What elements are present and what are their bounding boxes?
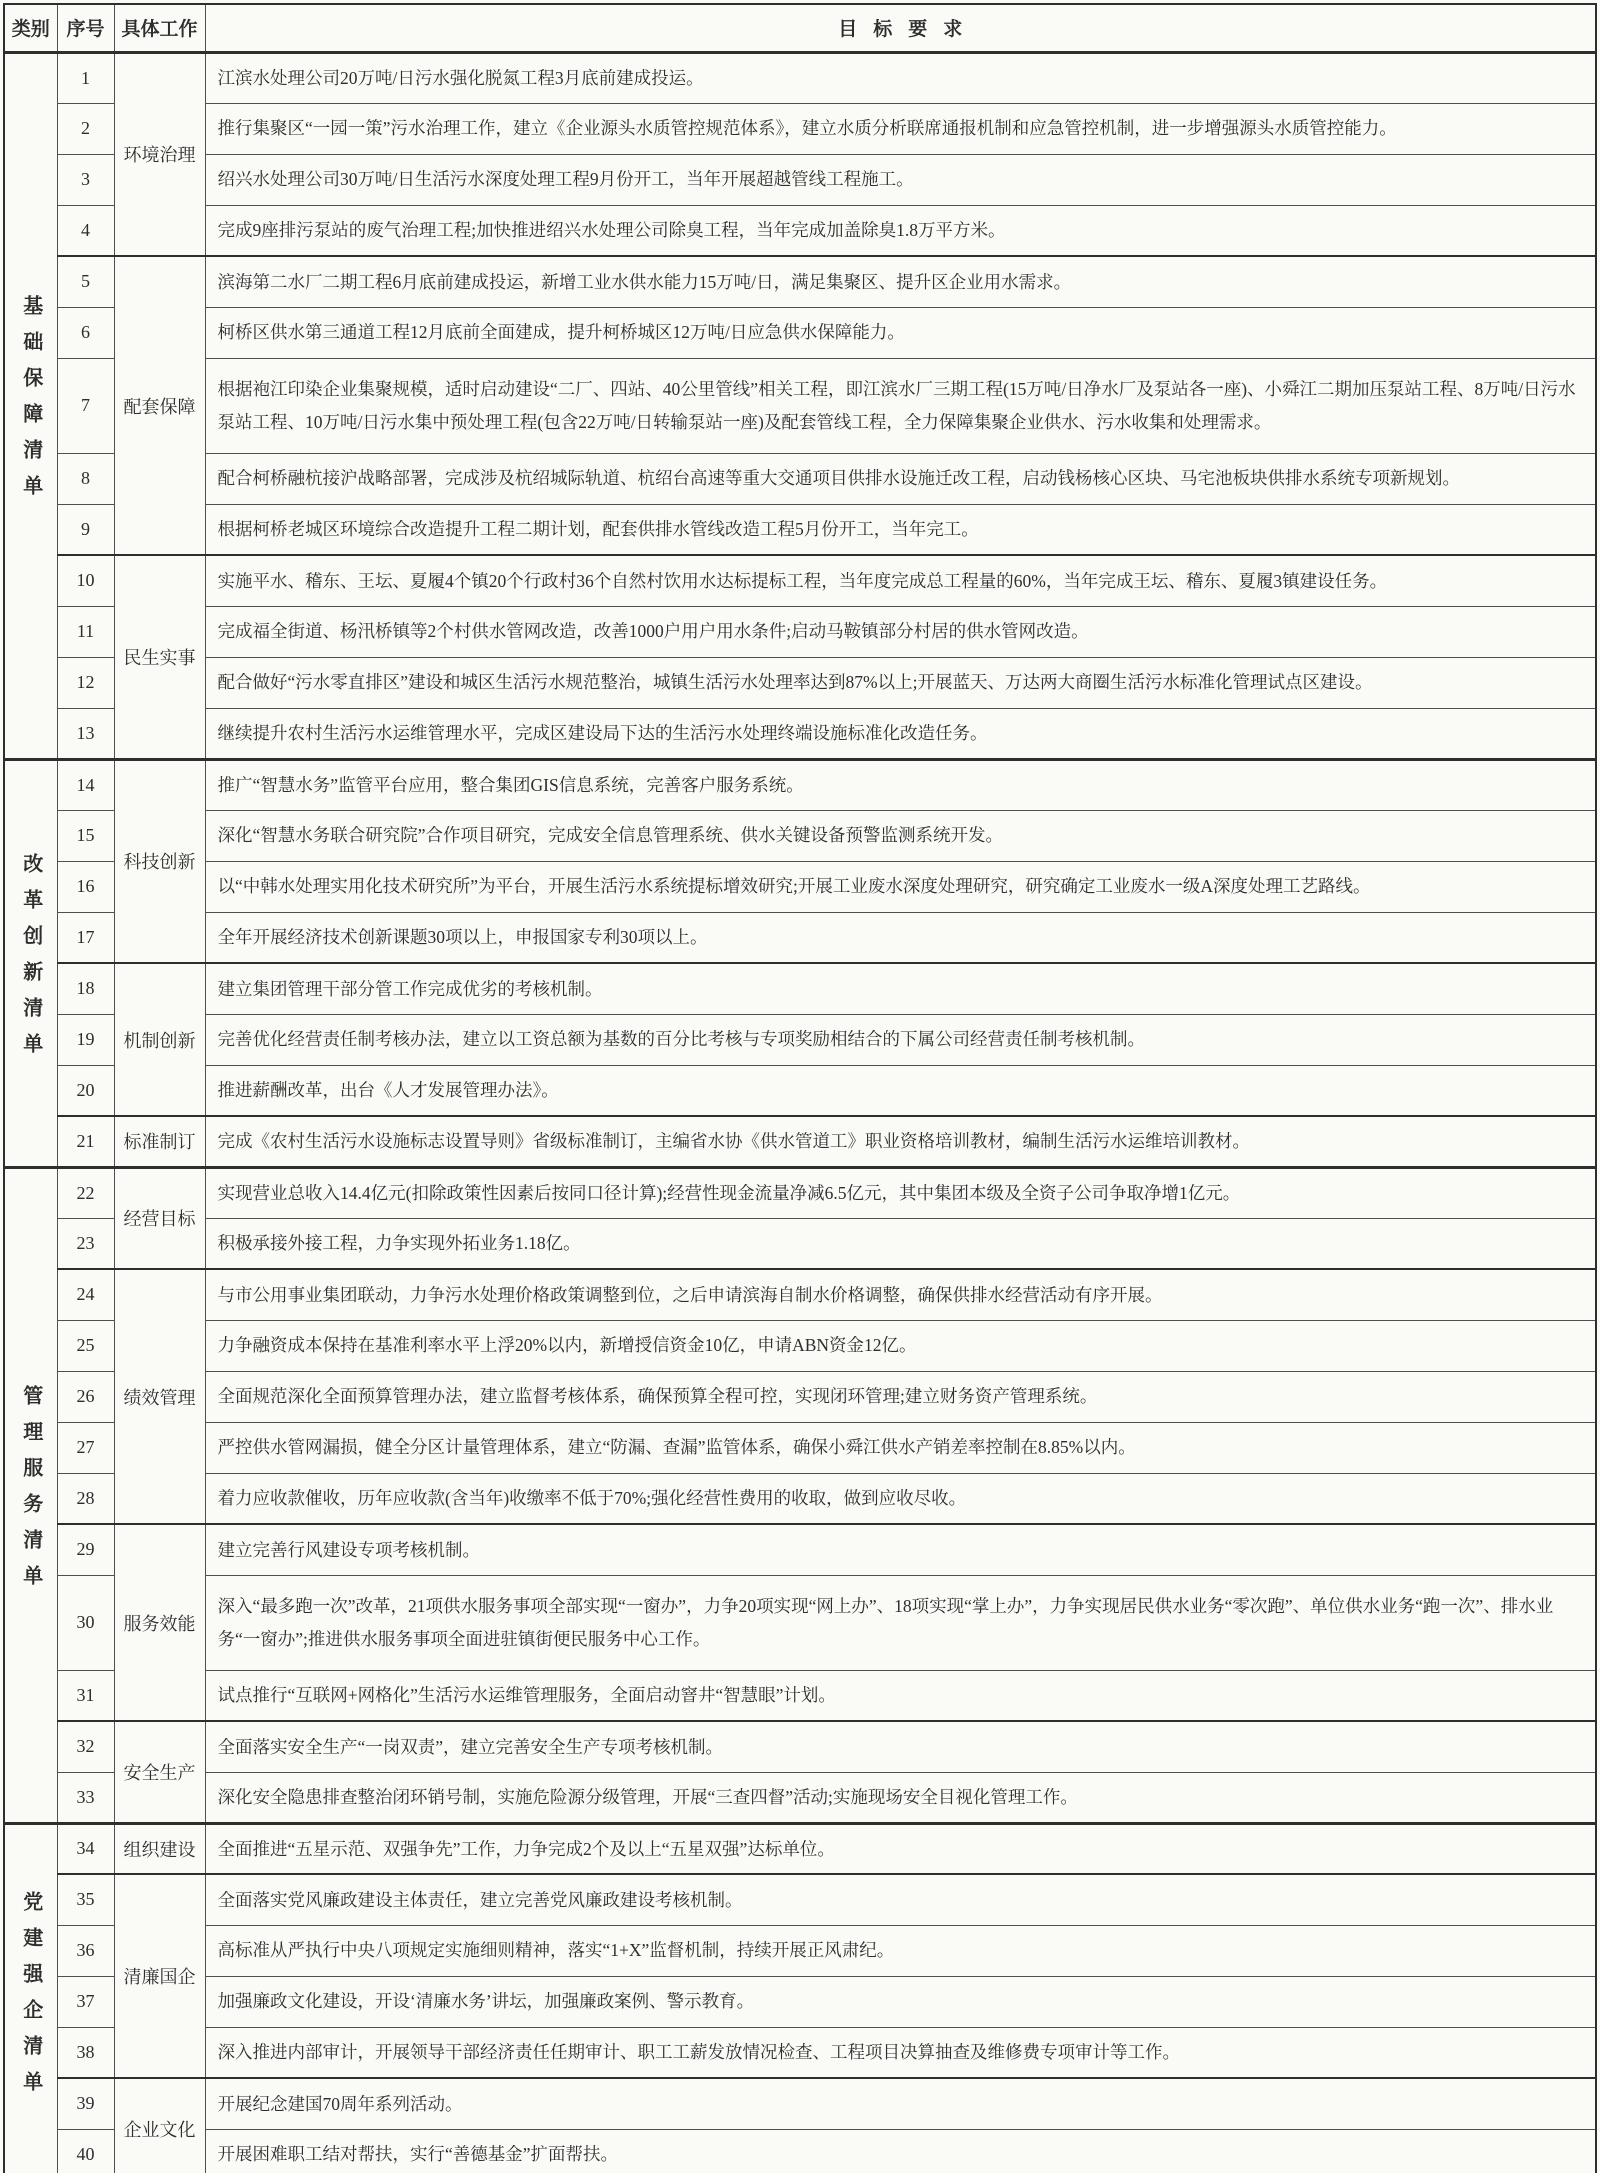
target-requirement: 推进薪酬改革，出台《人才发展管理办法》。 bbox=[205, 1065, 1596, 1116]
target-requirement: 全面推进“五星示范、双强争先”工作，力争完成2个及以上“五星双强”达标单位。 bbox=[205, 1823, 1596, 1874]
table-row bbox=[4, 504, 1596, 555]
work-group-cell: 企业文化 bbox=[114, 2078, 205, 2173]
target-requirement: 继续提升农村生活污水运维管理水平，完成区建设局下达的生活污水处理终端设施标准化改造任务。 bbox=[205, 708, 1596, 759]
table-row bbox=[4, 1371, 1596, 1422]
work-group-cell: 标准制订 bbox=[114, 1116, 205, 1167]
target-requirement: 全面落实安全生产“一岗双责”，建立完善安全生产专项考核机制。 bbox=[205, 1721, 1596, 1772]
target-requirement: 建立集团管理干部分管工作完成优劣的考核机制。 bbox=[205, 963, 1596, 1014]
target-requirement: 着力应收款催收，历年应收款(含当年)收缴率不低于70%;强化经营性费用的收取，做到应收尽收。 bbox=[205, 1473, 1596, 1524]
row-number: 36 bbox=[57, 1925, 114, 1976]
target-requirement: 试点推行“互联网+网格化”生活污水运维管理服务，全面启动窨井“智慧眼”计划。 bbox=[205, 1670, 1596, 1721]
row-number: 33 bbox=[57, 1772, 114, 1823]
table-row bbox=[4, 307, 1596, 358]
work-group-cell: 服务效能 bbox=[114, 1524, 205, 1721]
table-row bbox=[4, 1925, 1596, 1976]
table-row bbox=[4, 1167, 1596, 1218]
category-label: 基础保障清单 bbox=[19, 295, 42, 511]
row-number: 15 bbox=[57, 810, 114, 861]
table-row bbox=[4, 657, 1596, 708]
row-number: 28 bbox=[57, 1473, 114, 1524]
row-number: 7 bbox=[57, 358, 114, 453]
category-cell bbox=[4, 759, 57, 1167]
target-requirement: 全面规范深化全面预算管理办法，建立监督考核体系，确保预算全程可控，实现闭环管理;建立财务资产管理系统。 bbox=[205, 1371, 1596, 1422]
target-requirement: 全面落实党风廉政建设主体责任，建立完善党风廉政建设考核机制。 bbox=[205, 1874, 1596, 1925]
row-number: 1 bbox=[57, 52, 114, 103]
target-requirement: 全年开展经济技术创新课题30项以上，申报国家专利30项以上。 bbox=[205, 912, 1596, 963]
category-cell bbox=[4, 1823, 57, 2173]
work-group-cell: 环境治理 bbox=[114, 52, 205, 256]
table-row bbox=[4, 1473, 1596, 1524]
work-group-cell: 安全生产 bbox=[114, 1721, 205, 1823]
target-requirement: 建立完善行风建设专项考核机制。 bbox=[205, 1524, 1596, 1575]
table-row bbox=[4, 1116, 1596, 1167]
table-row bbox=[4, 1823, 1596, 1874]
work-group-cell: 配套保障 bbox=[114, 256, 205, 555]
table-row bbox=[4, 861, 1596, 912]
category-label: 改革创新清单 bbox=[19, 852, 42, 1069]
table-row bbox=[4, 1014, 1596, 1065]
target-requirement: 推广“智慧水务”监管平台应用，整合集团GIS信息系统，完善客户服务系统。 bbox=[205, 759, 1596, 810]
target-requirement: 完成《农村生活污水设施标志设置导则》省级标准制订，主编省水协《供水管道工》职业资格培训教材，编制生活污水运维培训教材。 bbox=[205, 1116, 1596, 1167]
table-body bbox=[4, 52, 1596, 2173]
col-header-target: 目标要求 bbox=[205, 4, 1596, 52]
table-row bbox=[4, 810, 1596, 861]
row-number: 30 bbox=[57, 1575, 114, 1670]
target-requirement: 江滨水处理公司20万吨/日污水强化脱氮工程3月底前建成投运。 bbox=[205, 52, 1596, 103]
category-cell bbox=[4, 52, 57, 759]
row-number: 14 bbox=[57, 759, 114, 810]
category-label: 党建强企清单 bbox=[19, 1891, 42, 2108]
row-number: 34 bbox=[57, 1823, 114, 1874]
target-requirement: 高标准从严执行中央八项规定实施细则精神，落实“1+X”监督机制，持续开展正风肃纪。 bbox=[205, 1925, 1596, 1976]
row-number: 22 bbox=[57, 1167, 114, 1218]
row-number: 25 bbox=[57, 1320, 114, 1371]
target-requirement: 深化“智慧水务联合研究院”合作项目研究，完成安全信息管理系统、供水关键设备预警监测系统开发。 bbox=[205, 810, 1596, 861]
target-requirement: 柯桥区供水第三通道工程12月底前全面建成，提升柯桥城区12万吨/日应急供水保障能力。 bbox=[205, 307, 1596, 358]
row-number: 9 bbox=[57, 504, 114, 555]
row-number: 2 bbox=[57, 103, 114, 154]
target-requirement: 完成福全街道、杨汛桥镇等2个村供水管网改造，改善1000户用户用水条件;启动马鞍镇部分村居的供水管网改造。 bbox=[205, 606, 1596, 657]
table-row bbox=[4, 912, 1596, 963]
table-header bbox=[4, 4, 1596, 52]
table-row bbox=[4, 1524, 1596, 1575]
table-row bbox=[4, 1721, 1596, 1772]
table-row bbox=[4, 1065, 1596, 1116]
work-group-cell: 民生实事 bbox=[114, 555, 205, 759]
target-requirement: 滨海第二水厂二期工程6月底前建成投运，新增工业水供水能力15万吨/日，满足集聚区、提升区企业用水需求。 bbox=[205, 256, 1596, 307]
table-row bbox=[4, 1575, 1596, 1670]
table-row bbox=[4, 103, 1596, 154]
row-number: 17 bbox=[57, 912, 114, 963]
row-number: 19 bbox=[57, 1014, 114, 1065]
target-requirement: 深入推进内部审计，开展领导干部经济责任任期审计、职工工薪发放情况检查、工程项目决算抽查及维修费专项审计等工作。 bbox=[205, 2027, 1596, 2078]
target-requirement: 加强廉政文化建设，开设‘清廉水务’讲坛，加强廉政案例、警示教育。 bbox=[205, 1976, 1596, 2027]
row-number: 40 bbox=[57, 2129, 114, 2173]
row-number: 11 bbox=[57, 606, 114, 657]
table-row bbox=[4, 1874, 1596, 1925]
work-group-cell: 科技创新 bbox=[114, 759, 205, 963]
table-row bbox=[4, 555, 1596, 606]
row-number: 35 bbox=[57, 1874, 114, 1925]
target-requirement: 力争融资成本保持在基准利率水平上浮20%以内，新增授信资金10亿，申请ABN资金12亿。 bbox=[205, 1320, 1596, 1371]
work-targets-table bbox=[3, 3, 1597, 2173]
row-number: 16 bbox=[57, 861, 114, 912]
row-number: 21 bbox=[57, 1116, 114, 1167]
target-requirement: 推行集聚区“一园一策”污水治理工作，建立《企业源头水质管控规范体系》，建立水质分析联席通报机制和应急管控机制，进一步增强源头水质管控能力。 bbox=[205, 103, 1596, 154]
target-requirement: 配合做好“污水零直排区”建设和城区生活污水规范整治，城镇生活污水处理率达到87%以上;开展蓝天、万达两大商圈生活污水标准化管理试点区建设。 bbox=[205, 657, 1596, 708]
target-requirement: 以“中韩水处理实用化技术研究所”为平台，开展生活污水系统提标增效研究;开展工业废水深度处理研究，研究确定工业废水一级A深度处理工艺路线。 bbox=[205, 861, 1596, 912]
work-group-cell: 清廉国企 bbox=[114, 1874, 205, 2078]
table-row bbox=[4, 1422, 1596, 1473]
target-requirement: 严控供水管网漏损，健全分区计量管理体系，建立“防漏、查漏”监管体系，确保小舜江供水产销差率控制在8.85%以内。 bbox=[205, 1422, 1596, 1473]
table-row bbox=[4, 358, 1596, 453]
row-number: 3 bbox=[57, 154, 114, 205]
table-row bbox=[4, 2129, 1596, 2173]
table-row bbox=[4, 1976, 1596, 2027]
row-number: 10 bbox=[57, 555, 114, 606]
category-cell bbox=[4, 1167, 57, 1823]
work-group-cell: 组织建设 bbox=[114, 1823, 205, 1874]
row-number: 4 bbox=[57, 205, 114, 256]
row-number: 13 bbox=[57, 708, 114, 759]
col-header-number: 序号 bbox=[57, 4, 114, 52]
table-row bbox=[4, 708, 1596, 759]
table-row bbox=[4, 1269, 1596, 1320]
work-group-cell: 绩效管理 bbox=[114, 1269, 205, 1524]
row-number: 26 bbox=[57, 1371, 114, 1422]
header-row bbox=[4, 4, 1596, 52]
table-row bbox=[4, 759, 1596, 810]
row-number: 5 bbox=[57, 256, 114, 307]
work-group-cell: 机制创新 bbox=[114, 963, 205, 1116]
row-number: 27 bbox=[57, 1422, 114, 1473]
row-number: 20 bbox=[57, 1065, 114, 1116]
target-requirement: 积极承接外接工程，力争实现外拓业务1.18亿。 bbox=[205, 1218, 1596, 1269]
row-number: 37 bbox=[57, 1976, 114, 2027]
target-requirement: 开展困难职工结对帮扶，实行“善德基金”扩面帮扶。 bbox=[205, 2129, 1596, 2173]
row-number: 18 bbox=[57, 963, 114, 1014]
row-number: 29 bbox=[57, 1524, 114, 1575]
row-number: 8 bbox=[57, 453, 114, 504]
table-row bbox=[4, 606, 1596, 657]
col-header-work: 具体工作 bbox=[114, 4, 205, 52]
row-number: 39 bbox=[57, 2078, 114, 2129]
table-row bbox=[4, 2078, 1596, 2129]
row-number: 38 bbox=[57, 2027, 114, 2078]
target-requirement: 与市公用事业集团联动，力争污水处理价格政策调整到位，之后申请滨海自制水价格调整，确保供排水经营活动有序开展。 bbox=[205, 1269, 1596, 1320]
table-row bbox=[4, 256, 1596, 307]
target-requirement: 深入“最多跑一次”改革，21项供水服务事项全部实现“一窗办”，力争20项实现“网上办”、18项实现“掌上办”，力争实现居民供水业务“零次跑”、单位供水业务“跑一次”、排水业务“一窗办”;推进供水服务事项全面进驻镇街便民服务中心工作。 bbox=[205, 1575, 1596, 1670]
work-group-cell: 经营目标 bbox=[114, 1167, 205, 1269]
target-requirement: 配合柯桥融杭接沪战略部署，完成涉及杭绍城际轨道、杭绍台高速等重大交通项目供排水设施迁改工程，启动钱杨核心区块、马宅池板块供排水系统专项新规划。 bbox=[205, 453, 1596, 504]
row-number: 32 bbox=[57, 1721, 114, 1772]
target-requirement: 实施平水、稽东、王坛、夏履4个镇20个行政村36个自然村饮用水达标提标工程，当年度完成总工程量的60%，当年完成王坛、稽东、夏履3镇建设任务。 bbox=[205, 555, 1596, 606]
target-requirement: 开展纪念建国70周年系列活动。 bbox=[205, 2078, 1596, 2129]
target-requirement: 实现营业总收入14.4亿元(扣除政策性因素后按同口径计算);经营性现金流量净减6.5亿元，其中集团本级及全资子公司争取净增1亿元。 bbox=[205, 1167, 1596, 1218]
target-requirement: 完成9座排污泵站的废气治理工程;加快推进绍兴水处理公司除臭工程，当年完成加盖除臭1.8万平方米。 bbox=[205, 205, 1596, 256]
table-row bbox=[4, 1320, 1596, 1371]
table-row bbox=[4, 1670, 1596, 1721]
row-number: 23 bbox=[57, 1218, 114, 1269]
target-requirement: 深化安全隐患排查整治闭环销号制，实施危险源分级管理，开展“三查四督”活动;实施现场安全目视化管理工作。 bbox=[205, 1772, 1596, 1823]
row-number: 31 bbox=[57, 1670, 114, 1721]
target-requirement: 根据袍江印染企业集聚规模，适时启动建设“二厂、四站、40公里管线”相关工程，即江滨水厂三期工程(15万吨/日净水厂及泵站各一座)、小舜江二期加压泵站工程、8万吨/日污水泵站工程、10万吨/日污水集中预处理工程(包含22万吨/日转输泵站一座)及配套管线工程，全力保障集聚企业供水、污水收集和处理需求。 bbox=[205, 358, 1596, 453]
row-number: 24 bbox=[57, 1269, 114, 1320]
table-row bbox=[4, 205, 1596, 256]
table-row bbox=[4, 1772, 1596, 1823]
table-row bbox=[4, 963, 1596, 1014]
target-requirement: 完善优化经营责任制考核办法，建立以工资总额为基数的百分比考核与专项奖励相结合的下属公司经营责任制考核机制。 bbox=[205, 1014, 1596, 1065]
target-requirement: 根据柯桥老城区环境综合改造提升工程二期计划，配套供排水管线改造工程5月份开工，当年完工。 bbox=[205, 504, 1596, 555]
table-row bbox=[4, 453, 1596, 504]
category-label: 管理服务清单 bbox=[19, 1384, 42, 1601]
table-row bbox=[4, 52, 1596, 103]
row-number: 6 bbox=[57, 307, 114, 358]
target-requirement: 绍兴水处理公司30万吨/日生活污水深度处理工程9月份开工，当年开展超越管线工程施工。 bbox=[205, 154, 1596, 205]
col-header-category: 类别 bbox=[4, 4, 57, 52]
table-row bbox=[4, 1218, 1596, 1269]
table-row bbox=[4, 154, 1596, 205]
table-row bbox=[4, 2027, 1596, 2078]
row-number: 12 bbox=[57, 657, 114, 708]
